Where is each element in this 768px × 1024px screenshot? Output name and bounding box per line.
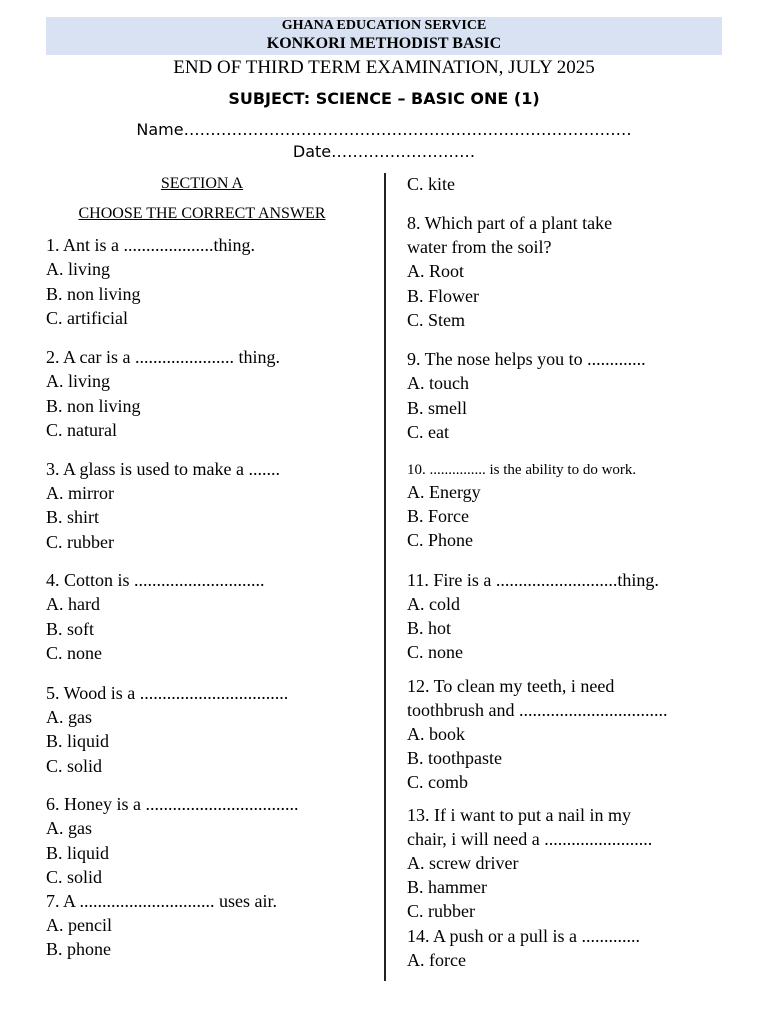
left-option: B. phone	[46, 939, 111, 959]
right-option: B. Force	[407, 506, 469, 526]
right-option: A. screw driver	[407, 853, 519, 873]
right-option: A. Energy	[407, 482, 481, 502]
right-option: C. none	[407, 642, 463, 662]
left-option: B. shirt	[46, 507, 100, 527]
right-option: B. Flower	[407, 286, 479, 306]
right-question-text: chair, i will need a ........................	[407, 829, 653, 849]
right-option: C. eat	[407, 422, 449, 442]
left-option: A. gas	[46, 707, 92, 727]
left-option: B. non living	[46, 284, 141, 304]
column-divider	[384, 173, 386, 981]
right-option: B. toothpaste	[407, 748, 502, 768]
left-option: A. living	[46, 259, 111, 279]
right-option: B. smell	[407, 398, 468, 418]
left-option: A. pencil	[46, 915, 112, 935]
right-option: A. Root	[407, 261, 465, 281]
section-title: SECTION A	[160, 175, 244, 192]
left-option: C. rubber	[46, 532, 114, 552]
left-option: B. soft	[46, 619, 95, 639]
right-option: A. book	[407, 724, 465, 744]
right-question-text: water from the soil?	[407, 237, 552, 257]
subject-line: SUBJECT: SCIENCE – BASIC ONE (1)	[228, 89, 540, 108]
date-line: Date………………………	[292, 142, 476, 161]
left-option: A. gas	[46, 818, 92, 838]
school-name: KONKORI METHODIST BASIC	[266, 35, 502, 52]
left-question-text: 5. Wood is a .................................	[46, 683, 289, 703]
right-option: A. cold	[407, 594, 460, 614]
section-instruction: CHOOSE THE CORRECT ANSWER	[78, 205, 326, 222]
left-option: B. liquid	[46, 731, 110, 751]
right-question-text: 13. If i want to put a nail in my	[407, 805, 631, 825]
right-option: A. force	[407, 950, 466, 970]
left-option: A. mirror	[46, 483, 114, 503]
right-option: C. comb	[407, 772, 468, 792]
left-question-text: 1. Ant is a ....................thing.	[46, 235, 256, 255]
name-line: Name…………………………………………………………………………	[136, 120, 632, 139]
left-option: A. living	[46, 371, 111, 391]
right-question-text: toothbrush and .................................	[407, 700, 668, 720]
right-question-text: 14. A push or a pull is a .............	[407, 926, 640, 946]
left-question-text: 2. A car is a ...................... thing.	[46, 347, 280, 367]
left-question-text: 4. Cotton is .............................	[46, 570, 265, 590]
left-option: C. artificial	[46, 308, 128, 328]
right-question-text: 9. The nose helps you to .............	[407, 349, 646, 369]
left-option: B. liquid	[46, 843, 110, 863]
left-option: A. hard	[46, 594, 100, 614]
service-name: GHANA EDUCATION SERVICE	[281, 18, 487, 33]
left-question-text: 6. Honey is a ..................................	[46, 794, 299, 814]
left-option: C. solid	[46, 756, 103, 776]
left-question-text: 3. A glass is used to make a .......	[46, 459, 280, 479]
right-question-text: 8. Which part of a plant take	[407, 213, 613, 233]
right-option: C. Stem	[407, 310, 466, 330]
left-question-text: 7. A .............................. uses air.	[46, 891, 278, 911]
right-option: B. hammer	[407, 877, 487, 897]
right-question-text: 12. To clean my teeth, i need	[407, 676, 615, 696]
right-option: C. Phone	[407, 530, 474, 550]
right-option: B. hot	[407, 618, 452, 638]
exam-title: END OF THIRD TERM EXAMINATION, JULY 2025	[173, 57, 595, 78]
left-option: B. non living	[46, 396, 141, 416]
right-option: A. touch	[407, 373, 469, 393]
header-banner	[46, 17, 722, 55]
left-option: C. natural	[46, 420, 117, 440]
right-option: C. kite	[407, 174, 455, 194]
left-option: C. solid	[46, 867, 103, 887]
left-option: C. none	[46, 643, 102, 663]
right-question-text: 10. ............... is the ability to do work.	[407, 462, 637, 478]
right-question-text: 11. Fire is a ...........................thing.	[407, 570, 659, 590]
right-option: C. rubber	[407, 901, 475, 921]
